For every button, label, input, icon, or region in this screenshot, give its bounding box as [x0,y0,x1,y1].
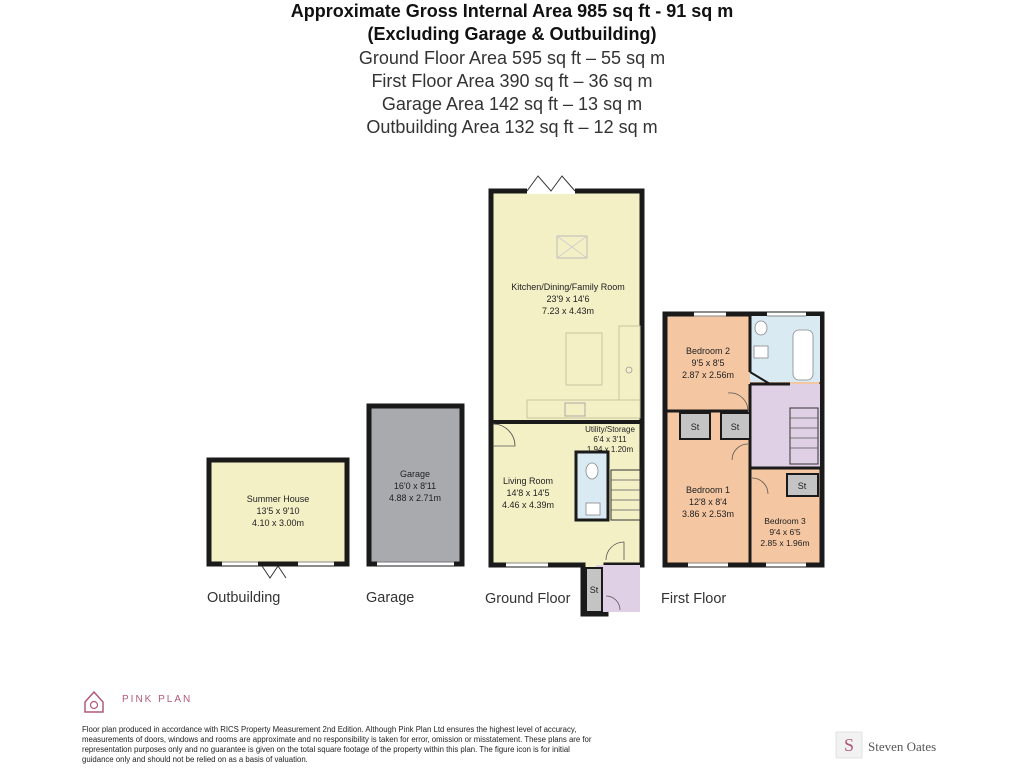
garage-plan [369,406,462,564]
utility-imperial: 6'4 x 3'11 [593,435,627,444]
ground-floor-outline [491,191,642,614]
basin-icon [586,503,600,515]
ground-floor-area: Ground Floor Area 595 sq ft – 55 sq m [358,48,666,68]
pink-plan-brand: PINK PLAN [122,694,193,705]
living-room-imperial: 14'8 x 14'5 [506,488,550,498]
ground-floor-caption: Ground Floor [485,591,571,607]
kitchen-metric: 7.23 x 4.43m [541,306,595,316]
bedroom-1-imperial: 12'8 x 8'4 [689,497,727,507]
exclusion-note: (Excluding Garage & Outbuilding) [367,24,657,44]
pink-plan-logo-icon [85,692,103,712]
bedroom-3-imperial: 9'4 x 6'5 [769,527,801,537]
living-room-metric: 4.46 x 4.39m [501,500,555,510]
garage-caption: Garage [366,590,415,606]
first-floor-area: First Floor Area 390 sq ft – 36 sq m [371,71,653,91]
gross-area-title: Approximate Gross Internal Area 985 sq ft - 91 sq m [290,1,734,21]
agent-name: Steven Oates [868,739,937,754]
summer-house-name: Summer House [246,494,310,504]
garage-imperial: 16'0 x 8'11 [393,481,437,491]
utility-name: Utility/Storage [585,425,635,434]
bedroom-1-metric: 3.86 x 2.53m [681,509,735,519]
outbuilding-caption: Outbuilding [207,590,281,606]
store-label-3: St [797,481,807,491]
first-floor-caption: First Floor [661,591,727,607]
steven-oates-logo-icon [836,732,862,758]
kitchen-imperial: 23'9 x 14'6 [546,294,590,304]
bedroom-2-name: Bedroom 2 [685,346,731,356]
outbuilding-plan [209,460,347,578]
svg-text:S: S [843,735,855,755]
bedroom-1-name: Bedroom 1 [685,485,731,495]
ground-floor-plan [491,176,642,614]
toilet-icon [586,463,598,479]
hall-store-label: St [589,585,599,595]
bedroom-2-imperial: 9'5 x 8'5 [691,358,725,368]
kitchen-name: Kitchen/Dining/Family Room [511,282,625,292]
summer-house-imperial: 13'5 x 9'10 [256,506,300,516]
bath-icon [793,330,813,380]
disclaimer: Floor plan produced in accordance with RICS Property Measurement 2nd Edition. Although Pink Plan Ltd ensures the highest level of accuracy, measurements of doors, windows and rooms are approximate and no responsibility is taken for error, omission or misstatement. These plans are for representation purposes only and no guarantee is given on the total square footage of the property within this plan. The figure icon is for initial guidance only and should not be relied on as a basis of valuation. [82,725,592,764]
bifold-door-icon [262,566,286,578]
basin-icon [754,346,768,358]
garage-metric: 4.88 x 2.71m [388,493,442,503]
bedroom-3-metric: 2.85 x 1.96m [760,538,810,548]
garage-name: Garage [399,469,431,479]
store-label-2: St [730,422,740,432]
garage-area: Garage Area 142 sq ft – 13 sq m [381,94,643,114]
living-room-name: Living Room [502,476,554,486]
toilet-icon [755,321,767,335]
store-label-1: St [690,422,700,432]
bedroom-2-metric: 2.87 x 2.56m [681,370,735,380]
outbuilding-area: Outbuilding Area 132 sq ft – 12 sq m [366,117,658,137]
first-floor-plan [665,314,822,565]
first-floor-stairs [790,408,818,464]
bedroom-3-name: Bedroom 3 [764,516,806,526]
utility-metric: 1.94 x 1.20m [586,445,634,454]
summer-house-metric: 4.10 x 3.00m [251,518,305,528]
stairs [611,470,640,520]
